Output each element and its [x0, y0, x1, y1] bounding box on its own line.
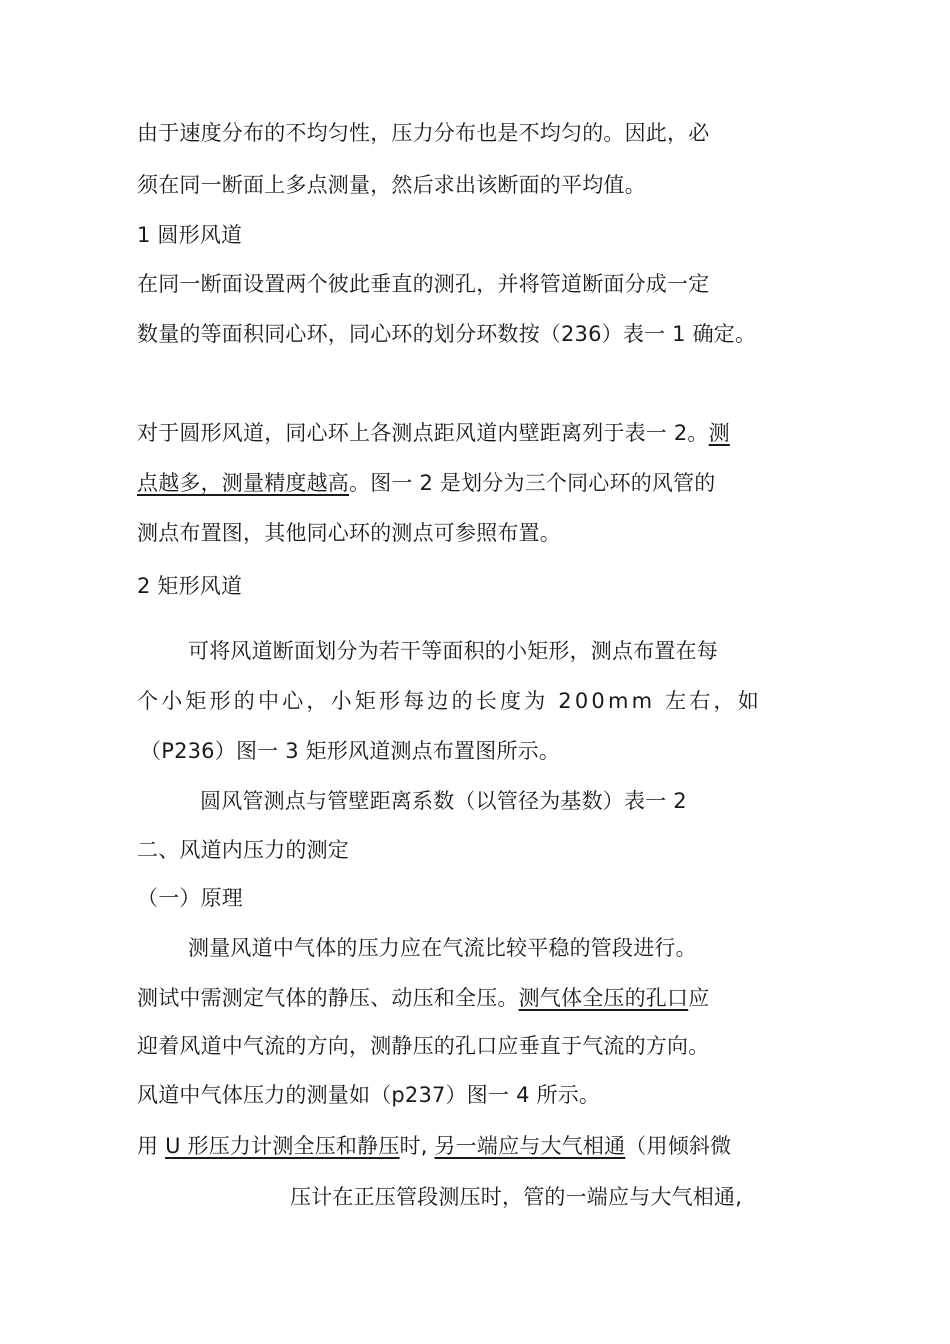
text-line-7	[137, 468, 716, 498]
text-line-20-underlined-2: 另一端应与大气相通	[434, 1134, 626, 1158]
text-line-5: 数量的等面积同心环，同心环的划分环数按（236）表一 1 确定。	[137, 322, 757, 346]
text-line-18: 迎着风道中气流的方向，测静压的孔口应垂直于气流的方向。	[137, 1034, 710, 1058]
text-line-6-a: 对于圆形风道，同心环上各测点距风道内壁距离列于表一 2。	[137, 421, 709, 445]
heading-rectangular-duct: 2 矩形风道	[137, 574, 243, 598]
text-line-11: 个小矩形的中心，小矩形每边的长度为 200mm 左右，如	[137, 689, 762, 713]
text-line-17-a: 测试中需测定气体的静压、动压和全压。	[137, 986, 519, 1010]
text-line-20-a: 用	[137, 1134, 166, 1158]
text-line-6-underlined: 测	[708, 421, 730, 445]
text-line-21: 压计在正压管段测压时，管的一端应与大气相通,	[290, 1185, 743, 1209]
table-caption: 圆风管测点与管壁距离系数（以管径为基数）表一 2	[200, 789, 687, 813]
text-line-8: 测点布置图，其他同心环的测点可参照布置。	[137, 521, 561, 545]
text-line-20-c: 时,	[399, 1134, 435, 1158]
text-line-12: （P236）图一 3 矩形风道测点布置图所示。	[140, 739, 561, 763]
text-line-4: 在同一断面设置两个彼此垂直的测孔，并将管道断面分成一定	[137, 272, 710, 296]
text-line-17	[137, 983, 709, 1013]
text-line-19: 风道中气体压力的测量如（p237）图一 4 所示。	[137, 1083, 601, 1107]
text-line-7-b: 。图一 2 是划分为三个同心环的风管的	[349, 471, 716, 495]
text-line-2: 须在同一断面上多点测量，然后求出该断面的平均值。	[137, 173, 646, 197]
text-line-17-underlined: 测气体全压的孔口	[518, 986, 689, 1010]
text-line-6	[137, 418, 730, 448]
section-heading-pressure: 二、风道内压力的测定	[137, 838, 349, 862]
text-line-20-underlined-1: U 形压力计测全压和静压	[165, 1134, 400, 1158]
text-line-20-e: （用倾斜微	[625, 1134, 732, 1158]
text-line-17-c: 应	[688, 986, 710, 1010]
text-line-20	[137, 1131, 731, 1161]
heading-circular-duct: 1 圆形风道	[137, 223, 243, 247]
text-line-1: 由于速度分布的不均匀性，压力分布也是不均匀的。因此，必	[137, 121, 710, 145]
text-line-16: 测量风道中气体的压力应在气流比较平稳的管段进行。	[188, 936, 697, 960]
text-line-10: 可将风道断面划分为若干等面积的小矩形，测点布置在每	[188, 639, 718, 663]
subsection-heading-principle: （一）原理	[137, 886, 243, 910]
text-line-7-underlined: 点越多，测量精度越高	[137, 471, 349, 495]
